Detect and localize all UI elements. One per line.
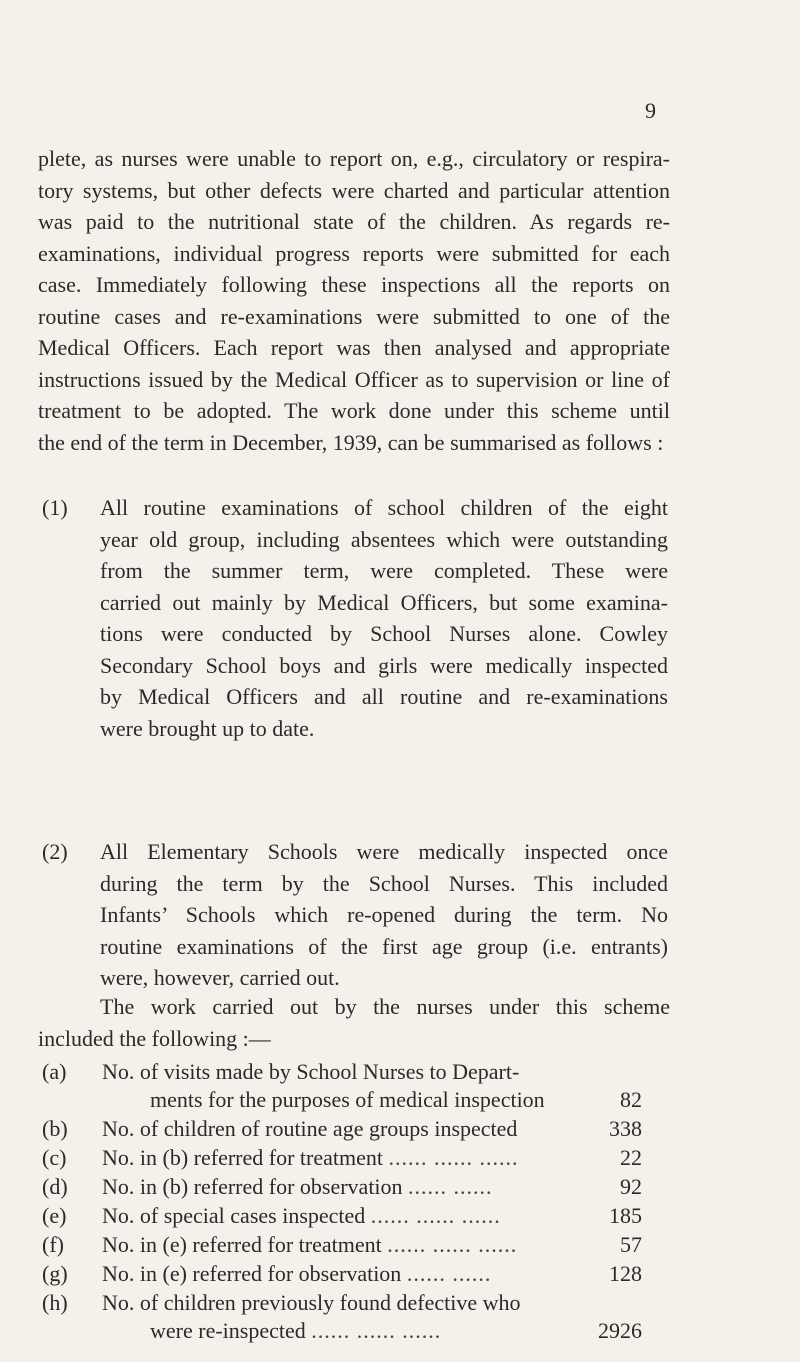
item-label: (h) [42,1290,68,1315]
item-label: (d) [42,1174,68,1199]
work-intro-paragraph [38,991,670,1054]
item-text [102,1202,501,1230]
text-line: tory systems, but other defects were charted and particular attention [38,177,670,203]
list-item [42,1231,642,1260]
item-value: 2926 [598,1318,642,1343]
item-text-continued [150,1317,441,1345]
intro-paragraph [38,143,670,458]
item-value: 82 [620,1087,642,1112]
list-item [42,1173,642,1202]
text-line: The work carried out by the nurses under this scheme [100,994,670,1019]
page-number: 9 [645,98,656,123]
item-number: (2) [42,839,68,864]
item-value: 57 [620,1232,642,1257]
item-text-label: No. in (e) referred for observation [102,1261,402,1286]
item-text-label: No. in (e) referred for treatment [102,1232,382,1257]
item-label: (g) [42,1261,68,1286]
text-line: case. Immediately following these inspections all the reports on [38,272,670,297]
text-line: Secondary School boys and girls were medically inspected [100,652,668,678]
leader-dots: ...... ...... ...... [311,1318,442,1343]
text-line: routine cases and re-examinations were submitted to one of the [38,303,670,329]
leader-dots: ...... ...... ...... [388,1145,519,1170]
item-label: (b) [42,1116,68,1141]
list-item [42,1289,642,1346]
item-value: 338 [609,1116,642,1141]
statistics-list [42,1058,642,1346]
text-line: year old group, including absentees which were outstanding [100,526,668,552]
item-text [102,1144,518,1172]
item-body [100,836,668,994]
text-line: Infants’ Schools which re-opened during the term. No [100,902,668,927]
item-body [100,492,668,744]
text-line: carried out mainly by Medical Officers, but some examina- [100,589,668,615]
list-item [42,1260,642,1289]
item-text: No. of visits made by School Nurses to Depart- [102,1059,520,1084]
item-value: 128 [609,1261,642,1286]
item-text: No. of children previously found defective who [102,1290,521,1315]
text-line: examinations, individual progress reports were submitted for each [38,240,670,266]
leader-dots: ...... ...... [408,1174,493,1199]
item-text: No. of children of routine age groups inspected [102,1116,518,1141]
item-value: 22 [620,1145,642,1170]
text-line: by Medical Officers and all routine and re-examinations [100,684,668,709]
text-line: included the following :— [38,1025,271,1051]
text-line: were brought up to date. [100,715,315,741]
text-line: Medical Officers. Each report was then analysed and appropriate [38,335,670,360]
text-line: were, however, carried out. [100,965,340,990]
item-text-continued: ments for the purposes of medical inspection [150,1087,545,1112]
leader-dots: ...... ...... [406,1261,492,1286]
list-item [42,1202,642,1231]
item-label: (e) [42,1203,67,1228]
item-value: 92 [620,1174,642,1199]
leader-dots: ...... ...... ...... [370,1203,501,1228]
item-text [102,1231,517,1259]
text-line: plete, as nurses were unable to report on, e.g., circulatory or respira- [38,146,670,171]
item-text-label: No. in (b) referred for treatment [102,1145,383,1170]
text-line: All routine examinations of school children of the eight [100,495,668,520]
text-line: tions were conducted by School Nurses alone. Cowley [100,621,668,646]
text-line: the end of the term in December, 1939, can be summarised as follows : [38,429,664,455]
leader-dots: ...... ...... ...... [387,1232,518,1257]
text-line: was paid to the nutritional state of the children. As regards re- [38,209,670,234]
text-line: during the term by the School Nurses. This included [100,870,668,896]
item-number: (1) [42,495,68,520]
list-item [42,1115,642,1144]
text-line: routine examinations of the first age group (i.e. entrants) [100,933,668,959]
text-line: from the summer term, were completed. These were [100,558,668,583]
text-line: instructions issued by the Medical Officer as to supervision or line of [38,366,670,392]
text-line: All Elementary Schools were medically inspected once [100,839,668,864]
item-label: (a) [42,1059,67,1084]
item-text-label: were re-inspected [150,1318,306,1343]
list-item [42,1144,642,1173]
item-text [102,1260,491,1288]
item-text [102,1173,493,1201]
item-text-label: No. in (b) referred for observation [102,1174,403,1199]
text-line: treatment to be adopted. The work done under this scheme until [38,398,670,423]
item-text-label: No. of special cases inspected [102,1203,366,1228]
item-label: (c) [42,1145,67,1170]
item-value: 185 [609,1203,642,1228]
list-item [42,1058,642,1115]
item-label: (f) [42,1232,64,1257]
